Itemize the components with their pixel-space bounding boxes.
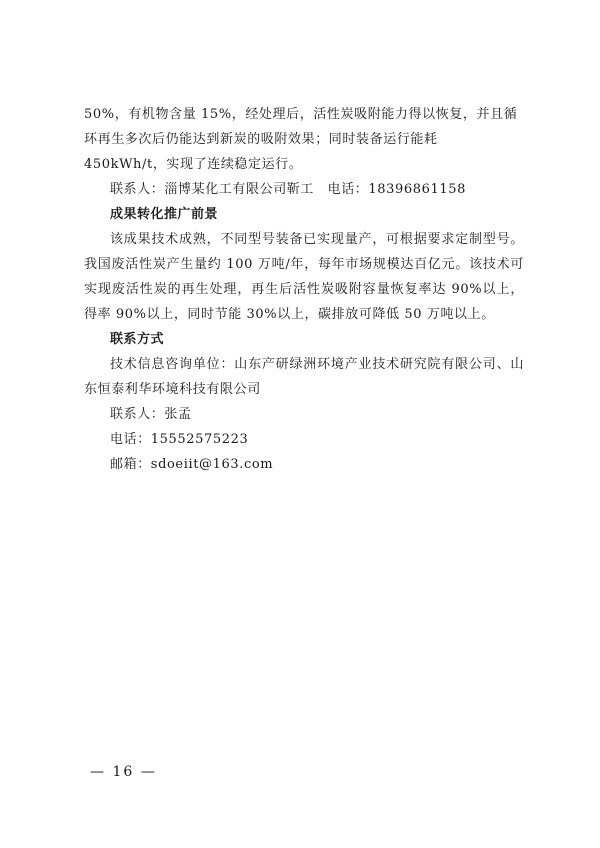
contact-phone: 电话：15552575223 xyxy=(110,432,249,447)
page-number: — 16 — xyxy=(90,764,157,780)
promotion-paragraph: 该成果技术成熟，不同型号装备已实现量产，可根据要求定制型号。我国废活性炭产生量约 100 万吨/年，每年市场规模达百亿元。该技术可实现废活性炭的再生处理，再生后活性炭吸附容量恢复率达 90%以上，得率 90%以上，同时节能 30%以上，碳排放可降低 50 万吨以上。 xyxy=(84,232,524,322)
section-heading-contact: 联系方式 xyxy=(110,332,165,347)
intro-paragraph: 50%，有机物含量 15%，经处理后，活性炭吸附能力得以恢复，并且循环再生多次后仍能达到新炭的吸附效果；同时装备运行能耗 450kWh/t，实现了连续稳定运行。 xyxy=(84,107,518,172)
consulting-units: 技术信息咨询单位：山东产研绿洲环境产业技术研究院有限公司、山东恒泰利华环境科技有限公司 xyxy=(84,357,524,397)
contact-email: 邮箱：sdoeiit@163.com xyxy=(110,457,274,472)
section-heading-promotion: 成果转化推广前景 xyxy=(110,207,219,222)
contact-line: 联系人：淄博某化工有限公司靳工 电话：18396861158 xyxy=(110,182,466,197)
contact-person: 联系人：张孟 xyxy=(110,407,192,422)
